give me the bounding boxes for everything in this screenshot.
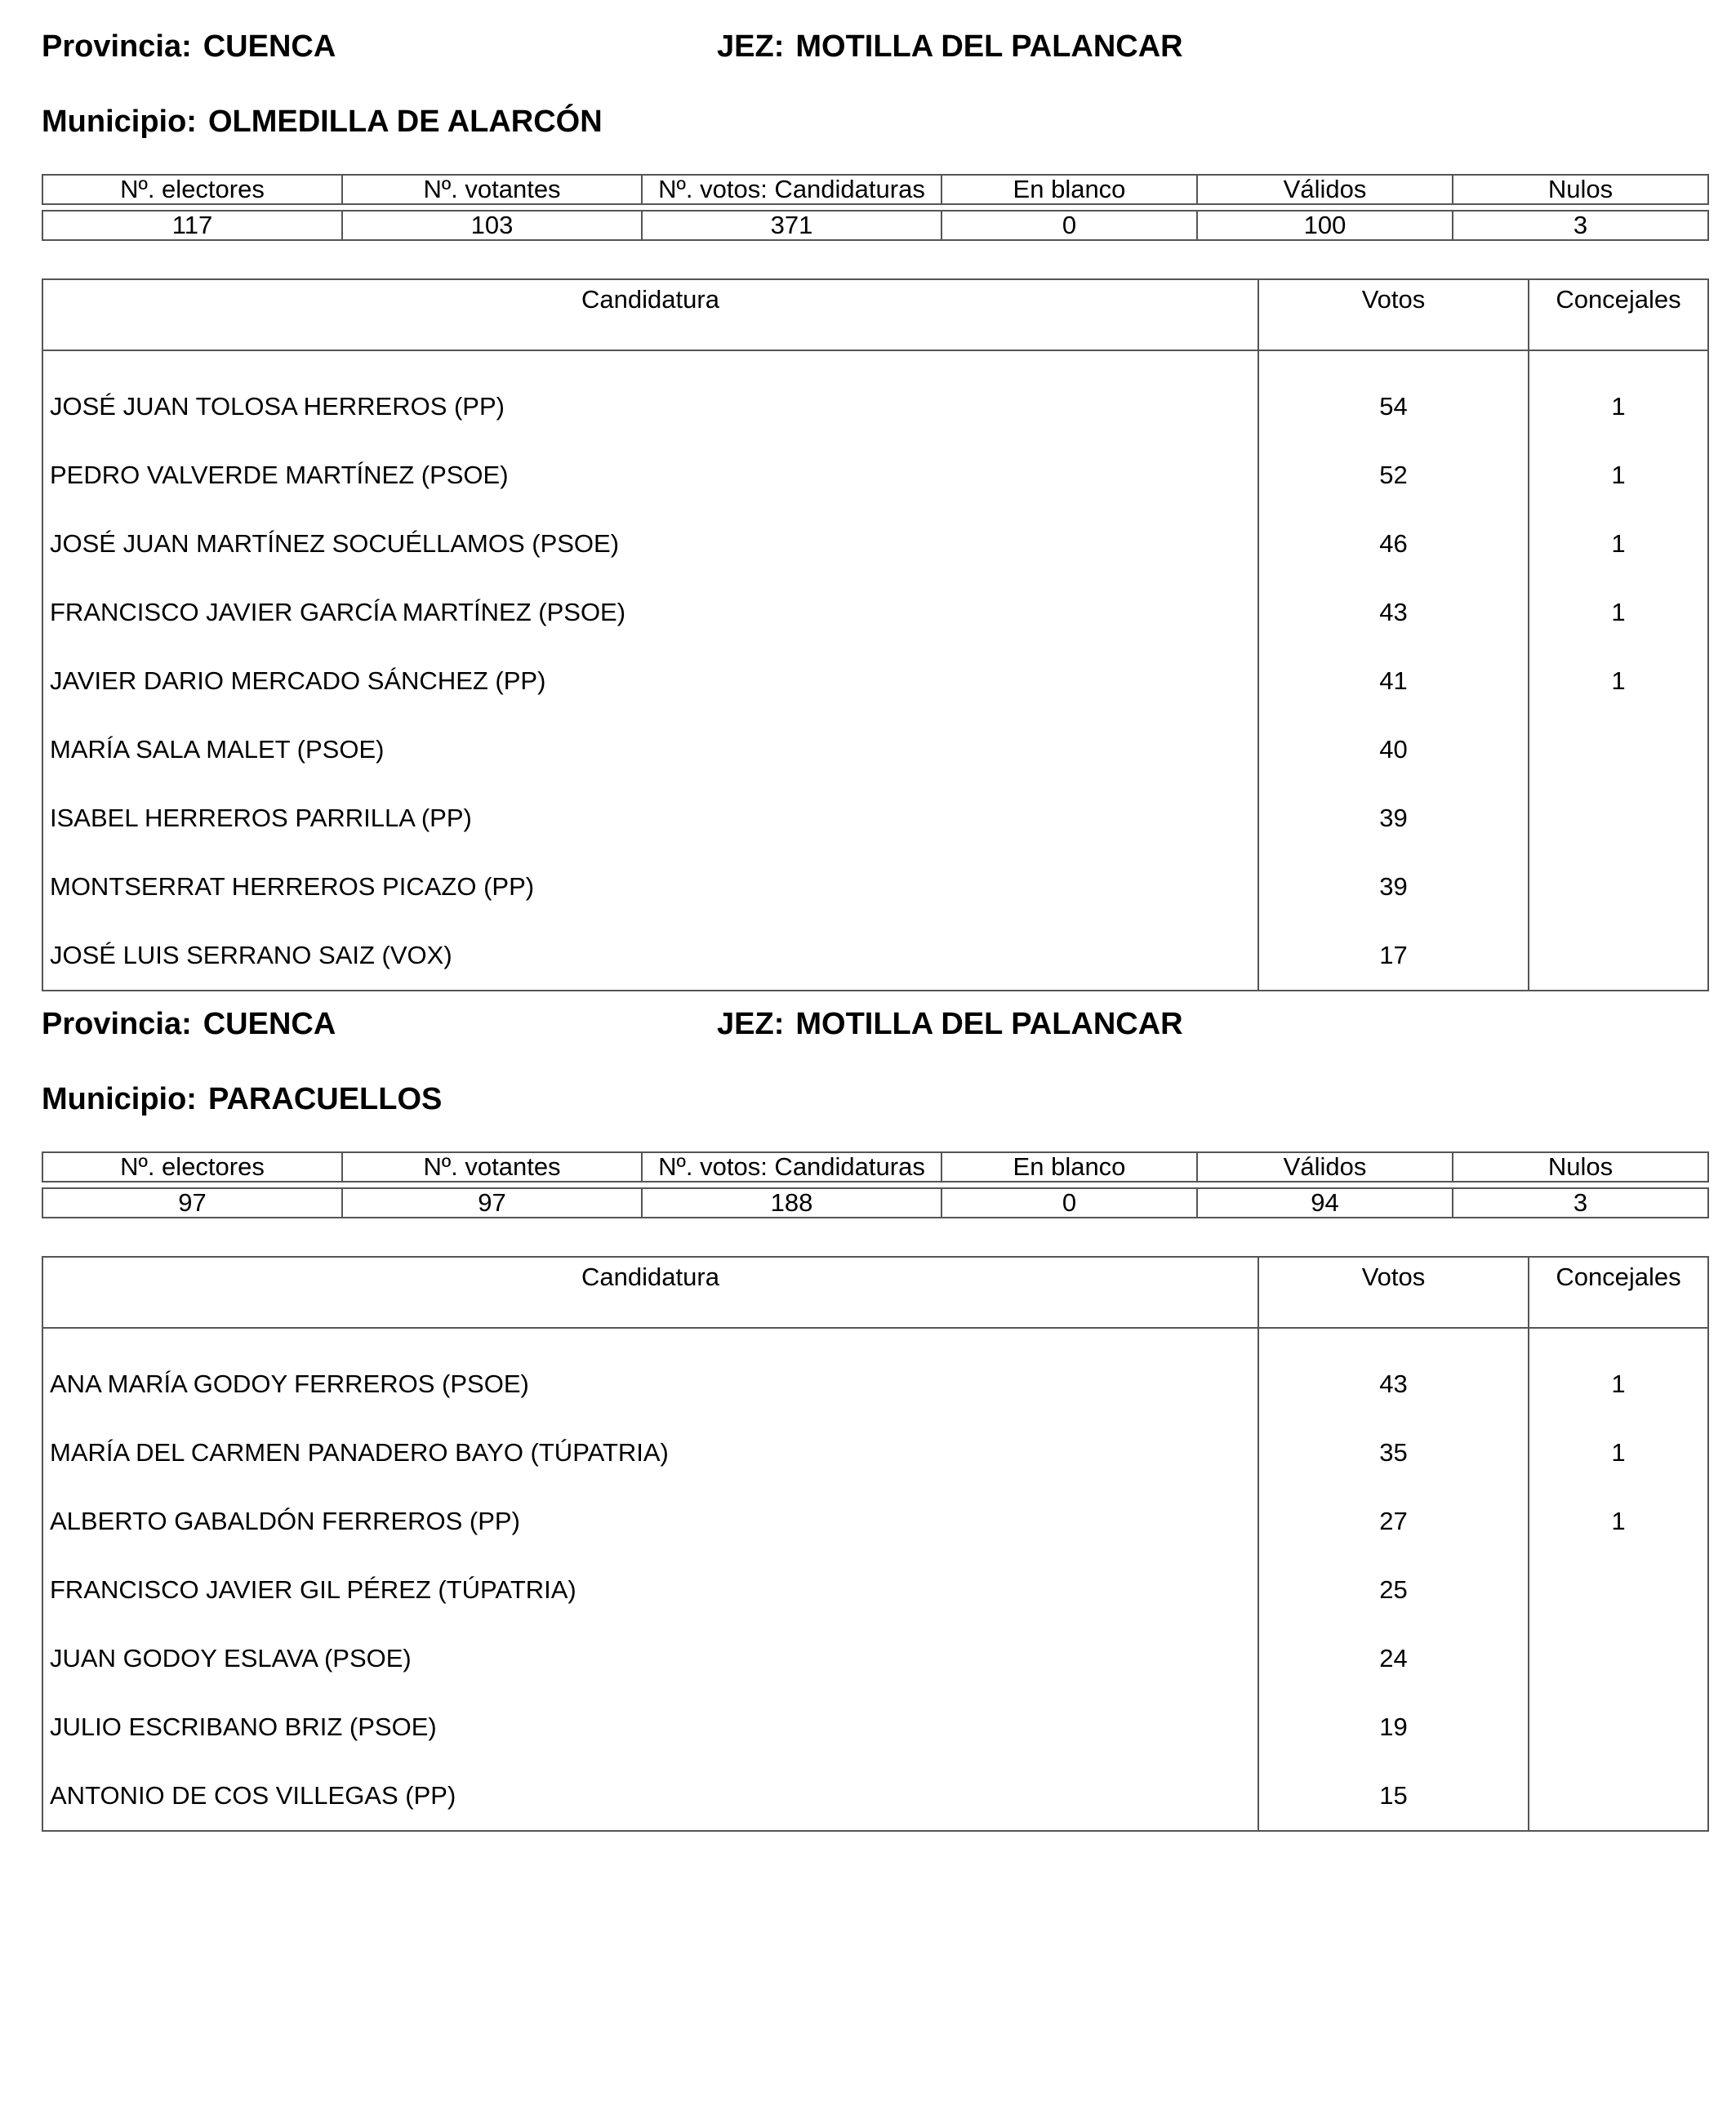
provincia-heading	[42, 1007, 336, 1042]
col-validos: Válidos	[1197, 1152, 1453, 1182]
candidate-concejales	[1529, 1761, 1708, 1831]
candidate-concejales: 1	[1611, 1370, 1626, 1398]
candidate-concejales: 1	[1611, 598, 1626, 626]
jez-value: MOTILLA DEL PALANCAR	[795, 1007, 1183, 1041]
value-en-blanco: 0	[941, 1188, 1197, 1218]
provincia-label: Provincia:	[42, 1007, 192, 1041]
municipio-heading	[42, 105, 603, 140]
candidate-votos: 46	[1258, 510, 1529, 578]
jez-label: JEZ:	[717, 1007, 785, 1041]
candidate-name: ANA MARÍA GODOY FERREROS (PSOE)	[42, 1328, 1258, 1419]
summary-table	[42, 174, 1709, 241]
col-candidatura: Candidatura	[42, 1257, 1258, 1328]
table-row	[42, 510, 1708, 578]
table-row	[42, 784, 1708, 853]
municipio-value: PARACUELLOS	[207, 1082, 443, 1116]
table-row	[42, 647, 1708, 715]
candidate-concejales	[1529, 1556, 1708, 1624]
candidate-concejales: 1	[1611, 529, 1626, 558]
candidates-header-row	[42, 279, 1708, 350]
municipio-label: Municipio:	[42, 105, 197, 139]
col-validos: Válidos	[1197, 175, 1453, 204]
value-votos-candidaturas: 188	[642, 1188, 941, 1218]
col-en-blanco: En blanco	[941, 1152, 1197, 1182]
candidate-name: JOSÉ JUAN TOLOSA HERREROS (PP)	[42, 350, 1258, 441]
table-row	[42, 1693, 1708, 1761]
col-votos-candidaturas: Nº. votos: Candidaturas	[642, 1152, 941, 1182]
candidates-header-row	[42, 1257, 1708, 1328]
jez-heading	[717, 1007, 1183, 1042]
candidate-votos: 39	[1258, 784, 1529, 853]
table-row	[42, 1487, 1708, 1556]
candidate-votos: 17	[1258, 921, 1529, 991]
candidate-votos: 25	[1258, 1556, 1529, 1624]
candidate-votos: 40	[1258, 715, 1529, 784]
candidate-votos: 35	[1258, 1419, 1529, 1487]
candidates-table	[42, 278, 1709, 991]
table-row	[42, 1556, 1708, 1624]
candidate-concejales	[1529, 1624, 1708, 1693]
table-row	[42, 1624, 1708, 1693]
table-row	[42, 1761, 1708, 1831]
candidate-name: ANTONIO DE COS VILLEGAS (PP)	[42, 1761, 1258, 1831]
table-row	[42, 1328, 1708, 1419]
col-concejales: Concejales	[1529, 1257, 1708, 1328]
candidate-name: JAVIER DARIO MERCADO SÁNCHEZ (PP)	[42, 647, 1258, 715]
municipio-heading	[42, 1082, 442, 1117]
candidate-name: MONTSERRAT HERREROS PICAZO (PP)	[42, 853, 1258, 921]
value-votos-candidaturas: 371	[642, 211, 941, 240]
col-votantes: Nº. votantes	[342, 175, 642, 204]
candidate-name: MARÍA DEL CARMEN PANADERO BAYO (TÚPATRIA)	[42, 1419, 1258, 1487]
provincia-value: CUENCA	[203, 1007, 336, 1041]
candidate-name: ISABEL HERREROS PARRILLA (PP)	[42, 784, 1258, 853]
candidates-table	[42, 1256, 1709, 1832]
summary-table	[42, 1151, 1709, 1218]
candidate-concejales	[1529, 784, 1708, 853]
candidate-name: FRANCISCO JAVIER GIL PÉREZ (TÚPATRIA)	[42, 1556, 1258, 1624]
candidate-name: JOSÉ LUIS SERRANO SAIZ (VOX)	[42, 921, 1258, 991]
provincia-value: CUENCA	[203, 29, 336, 64]
candidate-votos: 19	[1258, 1693, 1529, 1761]
jez-label: JEZ:	[717, 29, 785, 64]
candidate-votos: 15	[1258, 1761, 1529, 1831]
candidate-votos: 41	[1258, 647, 1529, 715]
table-row	[42, 921, 1708, 991]
candidate-concejales	[1529, 715, 1708, 784]
candidate-concejales: 1	[1611, 461, 1626, 489]
col-votos: Votos	[1258, 279, 1529, 350]
municipality-section	[42, 1007, 1707, 1810]
value-votantes: 97	[342, 1188, 642, 1218]
candidate-name: JULIO ESCRIBANO BRIZ (PSOE)	[42, 1693, 1258, 1761]
candidate-name: ALBERTO GABALDÓN FERREROS (PP)	[42, 1487, 1258, 1556]
col-candidatura: Candidatura	[42, 279, 1258, 350]
col-votantes: Nº. votantes	[342, 1152, 642, 1182]
municipio-label: Municipio:	[42, 1082, 197, 1116]
col-electores: Nº. electores	[42, 175, 342, 204]
value-validos: 94	[1197, 1188, 1453, 1218]
section-header	[42, 1007, 1707, 1056]
value-nulos: 3	[1453, 211, 1708, 240]
provincia-heading	[42, 29, 336, 65]
candidate-votos: 54	[1258, 350, 1529, 441]
provincia-label: Provincia:	[42, 29, 192, 64]
candidate-concejales: 1	[1611, 392, 1626, 421]
summary-header-row	[42, 1152, 1708, 1182]
table-row	[42, 715, 1708, 784]
jez-heading	[717, 29, 1183, 65]
candidate-votos: 43	[1258, 1328, 1529, 1419]
value-en-blanco: 0	[941, 211, 1197, 240]
candidate-concejales: 1	[1611, 1438, 1626, 1467]
col-electores: Nº. electores	[42, 1152, 342, 1182]
candidate-votos: 24	[1258, 1624, 1529, 1693]
candidate-concejales: 1	[1611, 666, 1626, 695]
jez-value: MOTILLA DEL PALANCAR	[795, 29, 1183, 64]
table-row	[42, 441, 1708, 510]
candidate-concejales	[1529, 853, 1708, 921]
candidate-votos: 39	[1258, 853, 1529, 921]
summary-value-row	[42, 211, 1708, 240]
candidate-name: JUAN GODOY ESLAVA (PSOE)	[42, 1624, 1258, 1693]
municipio-value: OLMEDILLA DE ALARCÓN	[207, 105, 603, 139]
table-row	[42, 853, 1708, 921]
municipality-section	[42, 29, 1707, 969]
candidate-name: JOSÉ JUAN MARTÍNEZ SOCUÉLLAMOS (PSOE)	[42, 510, 1258, 578]
candidate-votos: 27	[1258, 1487, 1529, 1556]
value-votantes: 103	[342, 211, 642, 240]
col-votos: Votos	[1258, 1257, 1529, 1328]
value-electores: 97	[42, 1188, 342, 1218]
candidate-votos: 52	[1258, 441, 1529, 510]
candidate-concejales: 1	[1611, 1507, 1626, 1535]
table-row	[42, 350, 1708, 441]
candidate-name: PEDRO VALVERDE MARTÍNEZ (PSOE)	[42, 441, 1258, 510]
col-nulos: Nulos	[1453, 1152, 1708, 1182]
summary-header-row	[42, 175, 1708, 204]
table-row	[42, 578, 1708, 647]
col-concejales: Concejales	[1529, 279, 1708, 350]
col-en-blanco: En blanco	[941, 175, 1197, 204]
value-validos: 100	[1197, 211, 1453, 240]
value-electores: 117	[42, 211, 342, 240]
candidate-name: FRANCISCO JAVIER GARCÍA MARTÍNEZ (PSOE)	[42, 578, 1258, 647]
candidate-concejales	[1529, 921, 1708, 991]
section-header	[42, 29, 1707, 78]
summary-value-row	[42, 1188, 1708, 1218]
candidate-concejales	[1529, 1693, 1708, 1761]
candidate-name: MARÍA SALA MALET (PSOE)	[42, 715, 1258, 784]
value-nulos: 3	[1453, 1188, 1708, 1218]
col-votos-candidaturas: Nº. votos: Candidaturas	[642, 175, 941, 204]
col-nulos: Nulos	[1453, 175, 1708, 204]
table-row	[42, 1419, 1708, 1487]
candidate-votos: 43	[1258, 578, 1529, 647]
